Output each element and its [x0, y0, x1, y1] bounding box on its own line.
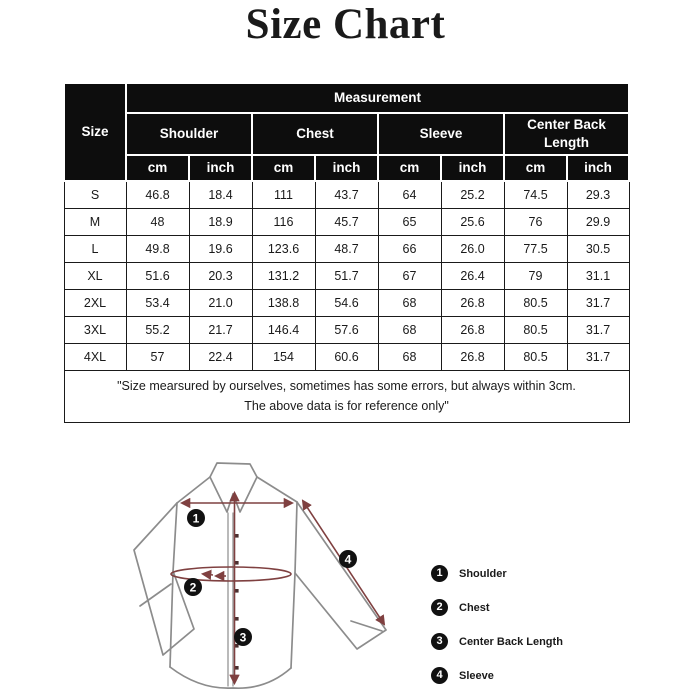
- value-cell: 68: [378, 343, 441, 370]
- diagram-markers: [184, 509, 357, 646]
- value-cell: 29.3: [567, 181, 629, 208]
- value-cell: 54.6: [315, 289, 378, 316]
- value-cell: 18.9: [189, 208, 252, 235]
- value-cell: 51.7: [315, 262, 378, 289]
- value-cell: 25.2: [441, 181, 504, 208]
- value-cell: 68: [378, 316, 441, 343]
- size-cell: S: [64, 181, 126, 208]
- unit-header: cm: [504, 155, 567, 181]
- legend-number-badge: 3: [431, 633, 448, 650]
- bottom-hem: [170, 667, 291, 688]
- size-cell: 3XL: [64, 316, 126, 343]
- value-cell: 116: [252, 208, 315, 235]
- legend-item-chest: [431, 599, 563, 616]
- shirt-measurement-diagram: [110, 440, 420, 691]
- svg-text:1: 1: [192, 511, 200, 526]
- note-line-2: The above data is for reference only": [244, 399, 449, 413]
- size-column-header: Size: [64, 83, 126, 181]
- size-chart-table: [63, 82, 630, 423]
- unit-header: inch: [567, 155, 629, 181]
- right-sleeve: [295, 502, 386, 649]
- value-cell: 48: [126, 208, 189, 235]
- value-cell: 45.7: [315, 208, 378, 235]
- group-header-sleeve: Sleeve: [378, 113, 504, 155]
- measurement-header: Measurement: [126, 83, 629, 113]
- size-cell: XL: [64, 262, 126, 289]
- unit-header: cm: [378, 155, 441, 181]
- svg-text:2: 2: [189, 580, 197, 595]
- value-cell: 25.6: [441, 208, 504, 235]
- legend-label: Center Back Length: [459, 635, 563, 648]
- header-row-measurement: [64, 83, 629, 113]
- table-row: [64, 289, 629, 316]
- legend-label: Chest: [459, 601, 490, 614]
- value-cell: 26.8: [441, 316, 504, 343]
- value-cell: 31.7: [567, 343, 629, 370]
- value-cell: 31.7: [567, 316, 629, 343]
- size-cell: M: [64, 208, 126, 235]
- svg-text:3: 3: [239, 630, 247, 645]
- table-row: [64, 316, 629, 343]
- value-cell: 20.3: [189, 262, 252, 289]
- legend-label: Sleeve: [459, 669, 494, 682]
- size-cell: L: [64, 235, 126, 262]
- table-row: [64, 208, 629, 235]
- table-note-row: [64, 370, 629, 422]
- legend-item-center-back-length: [431, 633, 563, 650]
- value-cell: 26.4: [441, 262, 504, 289]
- chest-small-arrow-left: [203, 574, 213, 575]
- unit-header: inch: [189, 155, 252, 181]
- legend-number-badge: 4: [431, 667, 448, 684]
- value-cell: 74.5: [504, 181, 567, 208]
- legend-item-shoulder: [431, 565, 563, 582]
- value-cell: 111: [252, 181, 315, 208]
- shirt-buttons: [235, 534, 239, 670]
- collar-right-leaf: [233, 477, 257, 512]
- group-header-chest: Chest: [252, 113, 378, 155]
- marker-chest: [184, 578, 202, 596]
- value-cell: 19.6: [189, 235, 252, 262]
- value-cell: 80.5: [504, 289, 567, 316]
- diagram-legend: [431, 565, 563, 684]
- value-cell: 60.6: [315, 343, 378, 370]
- value-cell: 31.7: [567, 289, 629, 316]
- value-cell: 48.7: [315, 235, 378, 262]
- value-cell: 79: [504, 262, 567, 289]
- value-cell: 18.4: [189, 181, 252, 208]
- marker-shoulder: [187, 509, 205, 527]
- unit-header: inch: [441, 155, 504, 181]
- collar-top: [210, 463, 257, 477]
- value-cell: 65: [378, 208, 441, 235]
- legend-number-badge: 2: [431, 599, 448, 616]
- value-cell: 123.6: [252, 235, 315, 262]
- legend-number-badge: 1: [431, 565, 448, 582]
- value-cell: 43.7: [315, 181, 378, 208]
- size-cell: 4XL: [64, 343, 126, 370]
- chest-measure-ellipse: [171, 567, 291, 581]
- value-cell: 67: [378, 262, 441, 289]
- left-shoulder-line: [177, 477, 210, 503]
- unit-header: cm: [126, 155, 189, 181]
- value-cell: 76: [504, 208, 567, 235]
- marker-sleeve: [339, 550, 357, 568]
- header-row-units: [64, 155, 629, 181]
- value-cell: 29.9: [567, 208, 629, 235]
- right-shoulder-line: [257, 477, 297, 502]
- value-cell: 21.0: [189, 289, 252, 316]
- value-cell: 22.4: [189, 343, 252, 370]
- value-cell: 26.0: [441, 235, 504, 262]
- header-row-groups: [64, 113, 629, 155]
- note-line-1: "Size mearsured by ourselves, sometimes has some errors, but always within 3cm.: [117, 379, 576, 393]
- value-cell: 131.2: [252, 262, 315, 289]
- unit-header: inch: [315, 155, 378, 181]
- legend-item-sleeve: [431, 667, 563, 684]
- right-cuff-line: [351, 621, 382, 631]
- value-cell: 21.7: [189, 316, 252, 343]
- value-cell: 53.4: [126, 289, 189, 316]
- value-cell: 80.5: [504, 343, 567, 370]
- value-cell: 68: [378, 289, 441, 316]
- value-cell: 51.6: [126, 262, 189, 289]
- value-cell: 154: [252, 343, 315, 370]
- value-cell: 77.5: [504, 235, 567, 262]
- unit-header: cm: [252, 155, 315, 181]
- table-row: [64, 235, 629, 262]
- table-row: [64, 181, 629, 208]
- value-cell: 146.4: [252, 316, 315, 343]
- svg-text:4: 4: [344, 552, 352, 567]
- value-cell: 31.1: [567, 262, 629, 289]
- right-body-side: [291, 502, 297, 668]
- value-cell: 55.2: [126, 316, 189, 343]
- table-row: [64, 343, 629, 370]
- value-cell: 46.8: [126, 181, 189, 208]
- value-cell: 49.8: [126, 235, 189, 262]
- value-cell: 57: [126, 343, 189, 370]
- value-cell: 26.8: [441, 343, 504, 370]
- value-cell: 138.8: [252, 289, 315, 316]
- value-cell: 80.5: [504, 316, 567, 343]
- value-cell: 26.8: [441, 289, 504, 316]
- legend-label: Shoulder: [459, 567, 507, 580]
- page-title: Size Chart: [245, 1, 446, 48]
- value-cell: 66: [378, 235, 441, 262]
- value-cell: 64: [378, 181, 441, 208]
- size-cell: 2XL: [64, 289, 126, 316]
- group-header-shoulder: Shoulder: [126, 113, 252, 155]
- marker-center-back-length: [234, 628, 252, 646]
- table-note: [64, 370, 629, 422]
- group-header-center-back-length: Center Back Length: [504, 113, 629, 155]
- value-cell: 30.5: [567, 235, 629, 262]
- table-row: [64, 262, 629, 289]
- value-cell: 57.6: [315, 316, 378, 343]
- collar-left-leaf: [210, 477, 233, 512]
